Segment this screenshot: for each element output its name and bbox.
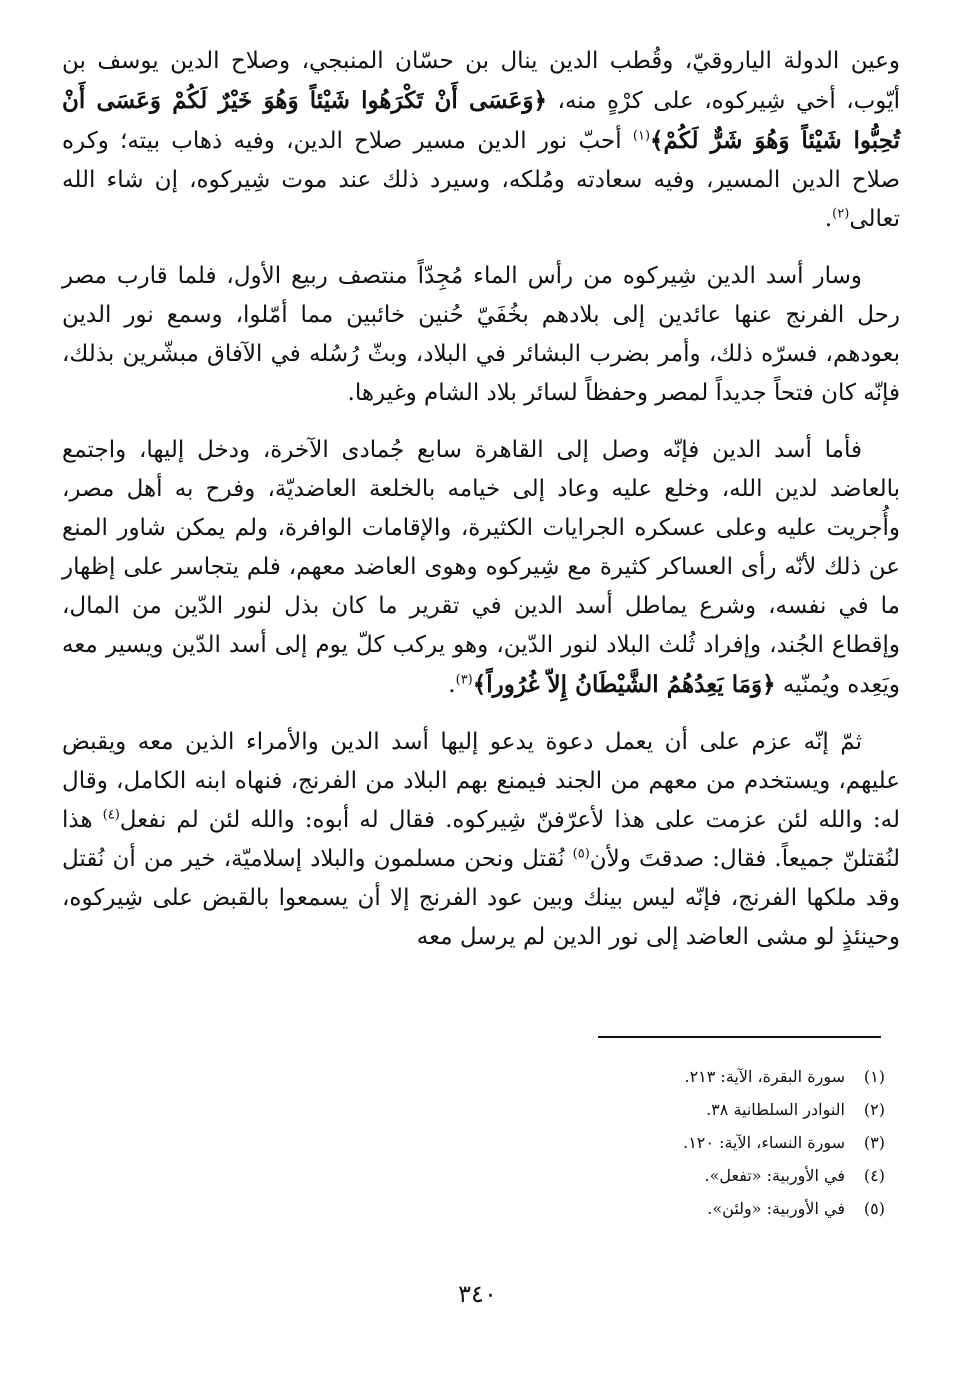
footnote-4 (385, 1159, 885, 1192)
paragraph-3-text-b: . (448, 672, 456, 698)
footnotes (385, 1060, 885, 1225)
page-number: ٣٤٠ (458, 1280, 497, 1308)
footnote-number: (٥) (863, 1199, 885, 1218)
paragraph-4 (62, 723, 900, 957)
quran-quote-1: ﴿وَعَسَى أَنْ تَكْرَهُوا شَيْئاً وَهُوَ خَيْرٌ لَكُمْ وَعَسَى أَنْ تُحِبُّوا شَيْئاً وَهُوَ شَرٌّ لَكُمْ﴾ (62, 87, 900, 154)
footnote-text: سورة البقرة، الآية: ٢١٣. (684, 1067, 845, 1086)
footnote-number: (٣) (863, 1133, 885, 1152)
footnote-ref-4[interactable]: (٤) (102, 807, 120, 823)
page-body (62, 42, 900, 975)
footnote-text: في الأوربية: «ولئن». (707, 1199, 845, 1218)
footnote-3 (385, 1126, 885, 1159)
paragraph-4-text-c: نُقتل ونحن مسلمون والبلاد إسلاميّة، خير من أن نُقتل وقد ملكها الفرنج، فإنّه ليس بينك وبين عود الفرنج إلا أن يسمعوا بالقبض على شِيركوه، وحينئذٍ لو مشى العاضد إلى نور الدين لم يرسل معه (62, 846, 900, 950)
footnote-separator (598, 1036, 881, 1038)
footnote-ref-3[interactable]: (٣) (455, 672, 473, 688)
footnote-text: النوادر السلطانية ٣٨. (706, 1100, 845, 1119)
footnote-2 (385, 1093, 885, 1126)
footnote-5 (385, 1192, 885, 1225)
footnote-ref-5[interactable]: (٥) (572, 846, 590, 862)
footnote-text: في الأوربية: «تفعل». (704, 1166, 845, 1185)
footnote-ref-2[interactable]: (٢) (832, 206, 850, 222)
quran-quote-2: ﴿وَمَا يَعِدُهُمُ الشَّيْطَانُ إِلاّ غُرُوراً﴾ (472, 671, 776, 698)
footnote-1 (385, 1060, 885, 1093)
paragraph-3 (62, 431, 900, 705)
paragraph-1-text-b: أحبّ نور الدين مسير صلاح الدين، وفيه ذهاب بيته؛ وكره صلاح الدين المسير، وفيه سعادته ومُلكه، وسيرد ذلك عند موت شِيركوه، إن شاء الله تعالى (62, 128, 900, 232)
paragraph-4-text-a: ثمّ إنّه عزم على أن يعمل دعوة يدعو إليها أسد الدين والأمراء الذين معه ويقبض عليهم، ويستخدم من معهم من الجند فيمنع بهم البلاد من الفرنج، فنهاه ابنه الكامل، وقال له: والله لئن عزمت على هذا لأعرّفنّ شِيركوه. فقال له أبوه: والله لئن لم نفعل (62, 729, 900, 833)
footnote-number: (١) (863, 1067, 885, 1086)
footnote-ref-1[interactable]: (١) (632, 128, 651, 144)
footnote-number: (٤) (863, 1166, 885, 1185)
paragraph-1-text-c: . (824, 206, 833, 232)
paragraph-1 (62, 42, 900, 239)
footnote-text: سورة النساء، الآية: ١٢٠. (683, 1133, 845, 1152)
paragraph-2: وسار أسد الدين شِيركوه من رأس الماء مُجِدّاً منتصف ربيع الأول، فلما قارب مصر رحل الفرنج عنها عائدين إلى بلادهم بخُفَيّ حُنين خائبين مما أمّلوا، وسمع نور الدين بعودهم، فسرّه ذلك، وأمر بضرب البشائر في البلاد، وبثّ رُسُله في الآفاق مبشّرين بذلك، فإنّه كان فتحاً جديداً لمصر وحفظاً لسائر بلاد الشام وغيرها. (62, 263, 900, 406)
footnote-number: (٢) (863, 1100, 885, 1119)
paragraph-4-text-b: هذا لنُقتلنّ جميعاً. فقال: صدقتَ ولأن (62, 807, 900, 872)
paragraph-1-text-a: وعين الدولة الياروقيّ، وقُطب الدين ينال بن حسّان المنبجي، وصلاح الدين يوسف بن أيّوب، أخي شِيركوه، على كرْهٍ منه، (62, 48, 900, 114)
paragraph-3-text-a: فأما أسد الدين فإنّه وصل إلى القاهرة سابع جُمادى الآخرة، ودخل إليها، واجتمع بالعاضد لدين الله، وخلع عليه وعاد إلى خيامه بالخلعة العاضديّة، وفرح به أهل مصر، وأُجريت عليه وعلى عسكره الجرايات الكثيرة، والإقامات الوافرة، ولم يمكن شاور المنع عن ذلك لأنّه رأى العساكر كثيرة مع شِيركوه وهوى العاضد معهم، فلم يتجاسر على إظهار ما في نفسه، وشرع يماطل أسد الدين في تقرير ما كان بذل لنور الدّين من المال، وإقطاع الجُند، وإفراد ثُلث البلاد لنور الدّين، وهو يركب كلّ يوم إلى أسد الدّين ويسير معه ويَعِده ويُمنّيه (62, 437, 900, 698)
